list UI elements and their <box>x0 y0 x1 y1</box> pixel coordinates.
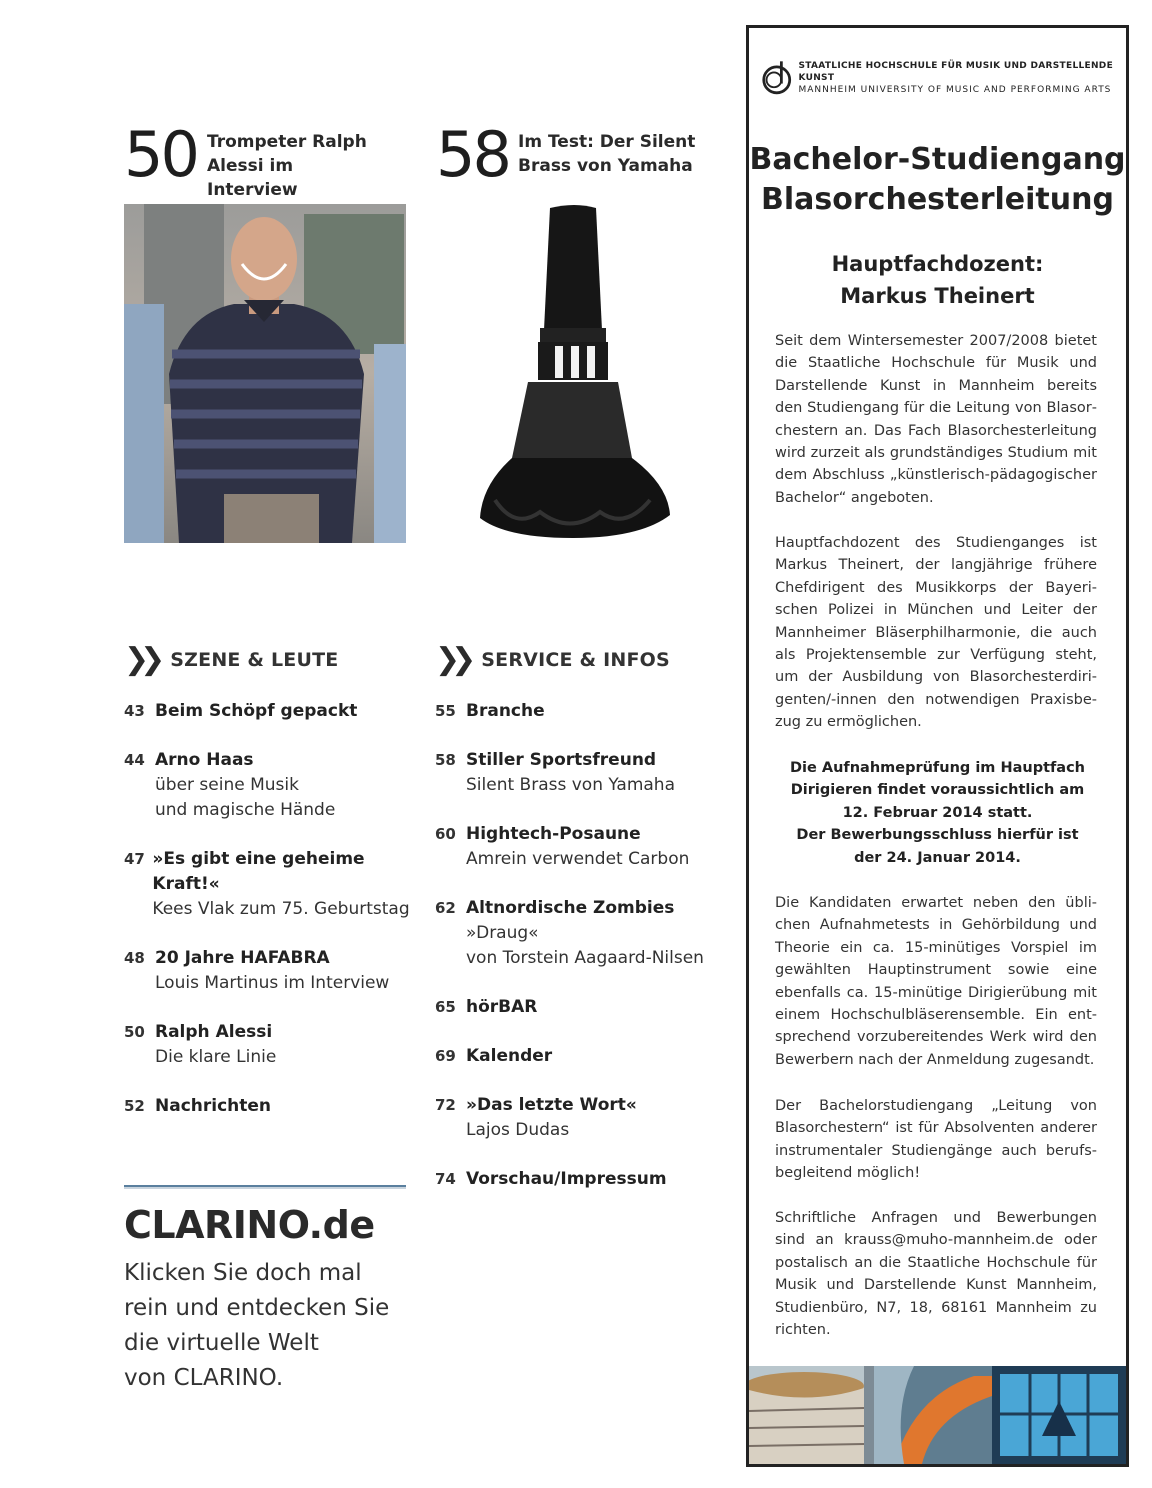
ad-paragraph-1: Seit dem Wintersemester 2007/2008 bietet die Staatliche Hochschule für Musik und Darstellende Kunst in Mannheim bereits den Studiengang für die Leitung von Blasorchestern an. Das Fach Blasorchesterleitung wird zurzeit als grundständiges Studium mit dem Abschluss „künstlerisch-pädagogischer Bachelor“ angeboten. <box>775 333 1097 506</box>
toc-title[interactable]: Branche <box>466 701 545 721</box>
logo-line-1: STAATLICHE HOCHSCHULE FÜR MUSIK UND DARSTELLENDE KUNST <box>798 61 1114 83</box>
toc-page-number: 44 <box>124 751 145 769</box>
toc-title[interactable]: Hightech-Posaune <box>466 824 641 844</box>
toc-page-number: 55 <box>435 702 456 720</box>
toc-subtitle: und magische Hände <box>155 800 336 820</box>
notice-line: 12. Februar 2014 statt. <box>842 804 1033 821</box>
toc-entry-text <box>466 1167 667 1192</box>
portrait-photo[interactable] <box>124 204 406 543</box>
building-photo-2 <box>874 1366 992 1464</box>
feature-number-58: 58 <box>436 118 509 191</box>
toc-service-list <box>435 699 725 1216</box>
ad-subheading-line: Markus Theinert <box>840 284 1035 308</box>
building-photo-3 <box>992 1366 1126 1464</box>
toc-page-number: 62 <box>435 899 456 917</box>
toc-page-number: 43 <box>124 702 145 720</box>
toc-title[interactable]: Stiller Sportsfreund <box>466 750 657 770</box>
toc-item[interactable] <box>435 995 725 1020</box>
toc-title[interactable]: Beim Schöpf gepackt <box>155 701 358 721</box>
logo-line-2: MANNHEIM UNIVERSITY OF MUSIC AND PERFORMING ARTS <box>798 85 1112 95</box>
toc-item[interactable] <box>435 748 725 798</box>
notice-line: Der Bewerbungsschluss hierfür ist <box>796 827 1079 844</box>
toc-title[interactable]: 20 Jahre HAFABRA <box>155 948 330 968</box>
building-photo-1 <box>749 1366 874 1464</box>
toc-item[interactable] <box>124 946 414 996</box>
toc-page-number: 52 <box>124 1097 145 1115</box>
ad-heading-line: Blasorchesterleitung <box>761 182 1114 217</box>
toc-page-number: 60 <box>435 825 456 843</box>
feature-title-alessi[interactable]: Trompeter Ralph Alessi im Interview <box>207 132 367 200</box>
toc-item[interactable] <box>124 1094 414 1119</box>
double-chevron-icon: ❯❯ <box>435 642 468 677</box>
ad-paragraph-2: Hauptfachdozent des Studienganges ist Markus Theinert, der langjährige frühere Chefdirigent des Musikkorps der Bayerischen Polizei in München und Leiter der Mannheimer Bläserphilharmonie, die auch als Projektensemble zur Verfügung steht, um der Ausbildung von Blasorchesterdirigenten/-innen den notwendigen Praxisbezug zu ermöglichen. <box>775 535 1097 731</box>
notice-line: Dirigieren findet voraussichtlich am <box>790 782 1085 799</box>
notice-line: Die Aufnahmeprüfung im Hauptfach <box>789 760 1086 776</box>
section-heading-szene <box>124 642 339 677</box>
toc-item[interactable] <box>435 1044 725 1069</box>
toc-title[interactable]: Nachrichten <box>155 1096 272 1116</box>
toc-entry-text <box>155 699 357 724</box>
toc-item[interactable] <box>435 896 725 971</box>
feature-title-silent-brass[interactable]: Im Test: Der Silent Brass von Yamaha <box>518 132 696 176</box>
toc-subtitle: Louis Martinus im Interview <box>155 973 390 993</box>
toc-item[interactable] <box>124 699 414 724</box>
clarino-tagline <box>124 1256 424 1396</box>
toc-entry-text <box>466 995 537 1020</box>
advertisement-box <box>746 25 1129 1467</box>
hochschule-logo-icon <box>761 58 792 98</box>
toc-page-number: 72 <box>435 1096 456 1114</box>
toc-title[interactable]: Altnordische Zombies <box>466 898 675 918</box>
section-heading-szene-label: SZENE & LEUTE <box>170 649 339 671</box>
toc-szene-list <box>124 699 414 1143</box>
toc-title[interactable]: Kalender <box>466 1046 553 1066</box>
toc-title[interactable]: hörBAR <box>466 997 538 1017</box>
clarino-line: die virtuelle Welt <box>124 1330 319 1356</box>
ad-paragraph-3: Die Kandidaten erwartet neben den üblichen Aufnahmetests in Gehörbildung und Theorie ein ca. 15-minütiges Vorspiel im gewählten Hauptinstrument sowie eine ebenfalls ca. 15-minütige Dirigierübung mit einem Hochschulbläserensemble. Ein entsprechend vorzubereitendes Werk wird den Bewerbern nach der Anmeldung zugesandt. <box>775 895 1097 1068</box>
ad-heading-line: Bachelor-Studiengang <box>749 142 1126 177</box>
toc-subtitle: Die klare Linie <box>155 1047 277 1067</box>
toc-entry-text <box>466 1044 552 1069</box>
toc-entry-text <box>152 847 414 922</box>
toc-entry-text <box>466 748 675 798</box>
toc-subtitle: Amrein verwendet Carbon <box>466 849 690 869</box>
ad-subheading <box>749 248 1126 312</box>
toc-page-number: 50 <box>124 1023 145 1041</box>
toc-subtitle: Kees Vlak zum 75. Geburtstag <box>152 899 410 919</box>
silent-brass-photo[interactable] <box>440 200 690 545</box>
toc-page-number: 47 <box>124 850 145 868</box>
toc-entry-text <box>155 1094 271 1119</box>
ad-paragraph-4: Der Bachelorstudiengang „Leitung von Blasorchestern“ ist für Absolventen anderer instrumentaler Studiengänge auch berufsbegleitend möglich! <box>775 1098 1097 1182</box>
toc-entry-text <box>155 946 389 996</box>
toc-entry-text <box>155 1020 276 1070</box>
notice-line: der 24. Januar 2014. <box>854 849 1021 866</box>
toc-page-number: 65 <box>435 998 456 1016</box>
toc-entry-text <box>155 748 335 823</box>
toc-subtitle: über seine Musik <box>155 775 299 795</box>
ad-heading <box>749 140 1126 220</box>
clarino-line: von CLARINO. <box>124 1365 284 1391</box>
toc-item[interactable] <box>435 822 725 872</box>
toc-title[interactable]: »Es gibt eine geheime Kraft!« <box>152 849 365 894</box>
feature-number-50: 50 <box>124 118 197 191</box>
clarino-link[interactable]: CLARINO.de <box>124 1203 375 1247</box>
toc-entry-text <box>466 699 545 724</box>
toc-page-number: 48 <box>124 949 145 967</box>
section-heading-service <box>435 642 670 677</box>
toc-subtitle: von Torstein Aagaard-Nilsen <box>466 948 704 968</box>
ad-subheading-line: Hauptfachdozent: <box>831 252 1044 276</box>
toc-item[interactable] <box>435 1167 725 1192</box>
toc-item[interactable] <box>435 699 725 724</box>
ad-photo-strip <box>749 1366 1126 1464</box>
section-heading-service-label: SERVICE & INFOS <box>481 649 670 671</box>
toc-title[interactable]: Ralph Alessi <box>155 1022 273 1042</box>
toc-entry-text <box>466 822 689 872</box>
toc-subtitle: Silent Brass von Yamaha <box>466 775 675 795</box>
clarino-line: rein und entdecken Sie <box>124 1295 390 1321</box>
portrait-illustration <box>124 204 406 543</box>
toc-page-number: 74 <box>435 1170 456 1188</box>
toc-title[interactable]: Arno Haas <box>155 750 254 770</box>
toc-entry-text <box>466 896 704 971</box>
ad-paragraph-5: Schriftliche Anfragen und Bewerbungen sind an krauss@muho-mannheim.de oder postalisch an die Staatliche Hochschule für Musik und Darstellende Kunst Mannheim, Studienbüro, N7, 18, 68161 Mannheim zu richten. <box>775 1210 1097 1339</box>
toc-entry-text <box>466 1093 637 1143</box>
clarino-line: Klicken Sie doch mal <box>124 1260 362 1286</box>
toc-title[interactable]: »Das letzte Wort« <box>466 1095 637 1115</box>
hochschule-logo <box>761 58 1126 98</box>
toc-page-number: 58 <box>435 751 456 769</box>
clarino-divider <box>124 1185 406 1189</box>
toc-item[interactable] <box>124 748 414 823</box>
toc-title[interactable]: Vorschau/Impressum <box>466 1169 667 1189</box>
silent-brass-illustration <box>440 200 690 545</box>
toc-subtitle: »Draug« <box>466 923 539 943</box>
ad-exam-notice <box>769 757 1106 869</box>
toc-subtitle: Lajos Dudas <box>466 1120 570 1140</box>
toc-item[interactable] <box>124 847 414 922</box>
double-chevron-icon: ❯❯ <box>124 642 157 677</box>
toc-item[interactable] <box>435 1093 725 1143</box>
toc-page-number: 69 <box>435 1047 456 1065</box>
toc-item[interactable] <box>124 1020 414 1070</box>
